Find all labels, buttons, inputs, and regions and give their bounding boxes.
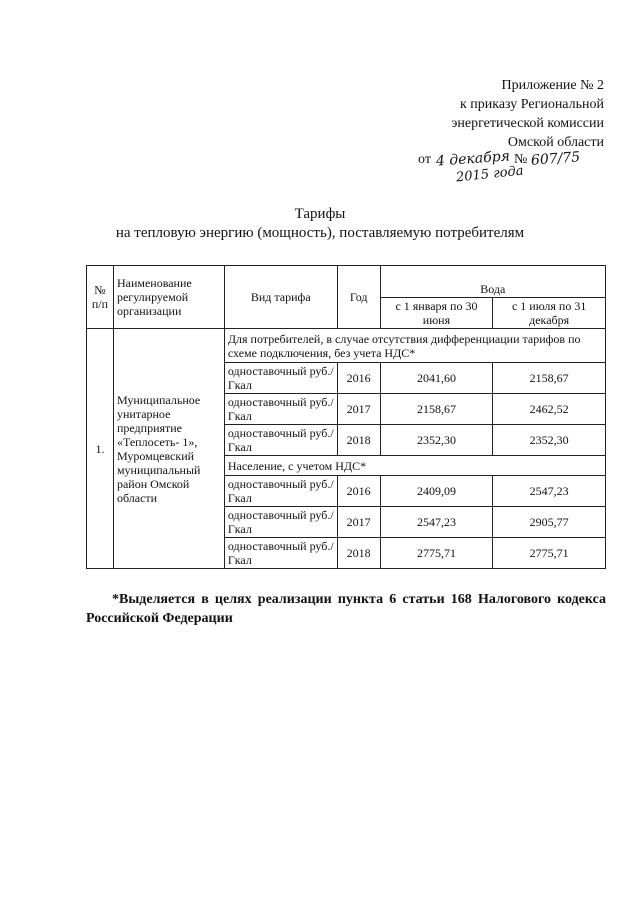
tariff-type: одноставочный руб./Гкал	[224, 363, 337, 394]
header-period-2: с 1 июля по 31 декабря	[493, 298, 606, 329]
tariff-type: одноставочный руб./Гкал	[224, 425, 337, 456]
tariff-type: одноставочный руб./Гкал	[224, 507, 337, 538]
handwritten-date: 4 декабря	[435, 148, 511, 170]
tariff-value-h2: 2158,67	[493, 363, 606, 394]
tariff-value-h1: 2352,30	[380, 425, 493, 456]
title-subheading: на тепловую энергию (мощность), поставляемую потребителям	[115, 225, 525, 241]
handwritten-number: 607/75	[530, 149, 581, 169]
title-heading: Тарифы	[294, 206, 346, 222]
tariff-year: 2016	[337, 476, 380, 507]
tariff-value-h1: 2775,71	[380, 538, 493, 569]
tariff-type: одноставочный руб./Гкал	[224, 394, 337, 425]
header-type: Вид тарифа	[224, 266, 337, 329]
tariff-type: одноставочный руб./Гкал	[224, 538, 337, 569]
tariff-type: одноставочный руб./Гкал	[224, 476, 337, 507]
number-label: №	[513, 152, 528, 167]
header-period-1: с 1 января по 30 июня	[380, 298, 493, 329]
tariff-year: 2018	[337, 425, 380, 456]
group-title: Для потребителей, в случае отсутствия дифференциации тарифов по схеме подключения, без учета НДС*	[224, 329, 605, 363]
row-number: 1.	[87, 329, 114, 569]
header-org: Наименование регулируемой организации	[113, 266, 224, 329]
from-label: от	[418, 152, 431, 167]
header-year: Год	[337, 266, 380, 329]
tariff-value-h1: 2041,60	[380, 363, 493, 394]
handwritten-year: 2015 года	[455, 163, 525, 186]
tariff-value-h1: 2409,09	[380, 476, 493, 507]
tariff-year: 2016	[337, 363, 380, 394]
document-title	[0, 205, 640, 243]
appendix-line: энергетической комиссии	[451, 116, 604, 131]
header-num: № п/п	[87, 266, 114, 329]
tariff-value-h2: 2352,30	[493, 425, 606, 456]
tariff-year: 2018	[337, 538, 380, 569]
appendix-line: к приказу Региональной	[459, 97, 604, 112]
organization-name: Муниципальное унитарное предприятие «Теплосеть- 1», Муромцевский муниципальный район Омской области	[113, 329, 224, 569]
tariff-value-h1: 2158,67	[380, 394, 493, 425]
tariff-value-h2: 2905,77	[493, 507, 606, 538]
tariff-year: 2017	[337, 507, 380, 538]
tariff-value-h2: 2775,71	[493, 538, 606, 569]
tariff-value-h2: 2547,23	[493, 476, 606, 507]
tariff-value-h2: 2462,52	[493, 394, 606, 425]
header-water: Вода	[380, 266, 605, 298]
tariff-value-h1: 2547,23	[380, 507, 493, 538]
group-title: Население, с учетом НДС*	[224, 456, 605, 476]
tariff-table	[86, 265, 606, 569]
footnote: *Выделяется в целях реализации пункта 6 статьи 168 Налогового кодекса Российской Федерации	[86, 592, 606, 626]
appendix-line: Приложение № 2	[501, 78, 604, 93]
tariff-year: 2017	[337, 394, 380, 425]
appendix-header	[451, 76, 604, 152]
appendix-line: Омской области	[507, 135, 604, 150]
